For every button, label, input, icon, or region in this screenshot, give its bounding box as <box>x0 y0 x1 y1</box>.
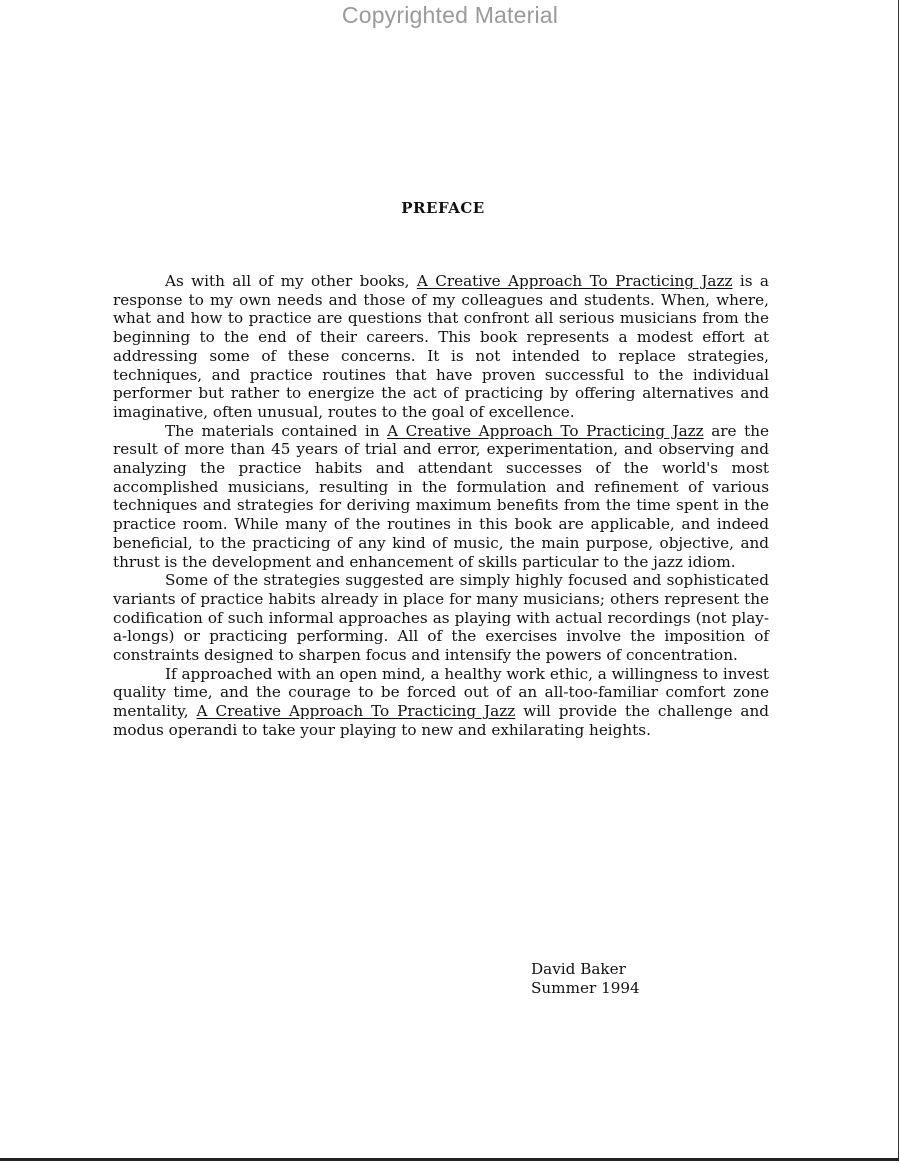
book-title: A Creative Approach To Practicing Jazz <box>196 702 516 721</box>
text-segment: The materials contained in <box>165 421 388 440</box>
paragraph-2 <box>113 422 769 572</box>
preface-body <box>113 272 769 740</box>
text-segment: Some of the strategies suggested are simply highly focused and sophisticated variants of practice habits already in place for many musicians; others represent the codification of such informal approaches as playing with actual recordings (not play-a-longs) or practicing performing. All of the exercises involve the imposition of constraints designed to sharpen focus and intensify the powers of concentration. <box>113 571 769 665</box>
text-segment: are the result of more than 45 years of trial and error, experimentation, and observing and analyzing the practice habits and attendant successes of the world's most accomplished musicians, resulting in the formulation and refinement of various techniques and strategies for deriving maximum benefits from the time spent in the practice room. While many of the routines in this book are applicable, and indeed beneficial, to the practicing of any kind of music, the main purpose, objective, and thrust is the development and enhancement of skills particular to the jazz idiom. <box>113 421 769 571</box>
signature-block <box>531 960 640 998</box>
text-segment: will provide the challenge and modus operandi to take your playing to new and exhilarating heights. <box>113 702 769 739</box>
paragraph-1 <box>113 272 769 422</box>
text-segment: is a response to my own needs and those of my colleagues and students. When, where, what and how to practice are questions that confront all serious musicians from the beginning to the end of their careers. This book represents a modest effort at addressing some of these concerns. It is not intended to replace strategies, techniques, and practice routines that have proven successful to the individual performer but rather to energize the act of practicing by offering alternatives and imaginative, often unusual, routes to the goal of excellence. <box>113 272 769 421</box>
page-title: PREFACE <box>401 199 485 217</box>
text-segment: As with all of my other books, <box>165 272 417 290</box>
text-segment: If approached with an open mind, a healthy work ethic, a willingness to invest quality time, and the courage to be forced out of an all-too-familiar comfort zone mentality, <box>113 664 769 721</box>
copyright-watermark: Copyrighted Material <box>341 2 559 28</box>
paragraph-3 <box>113 571 769 665</box>
paragraph-4 <box>113 665 769 740</box>
author-name: David Baker <box>531 960 626 978</box>
signature-date: Summer 1994 <box>531 979 640 997</box>
book-title: A Creative Approach To Practicing Jazz <box>416 272 733 290</box>
book-title: A Creative Approach To Practicing Jazz <box>387 421 704 440</box>
